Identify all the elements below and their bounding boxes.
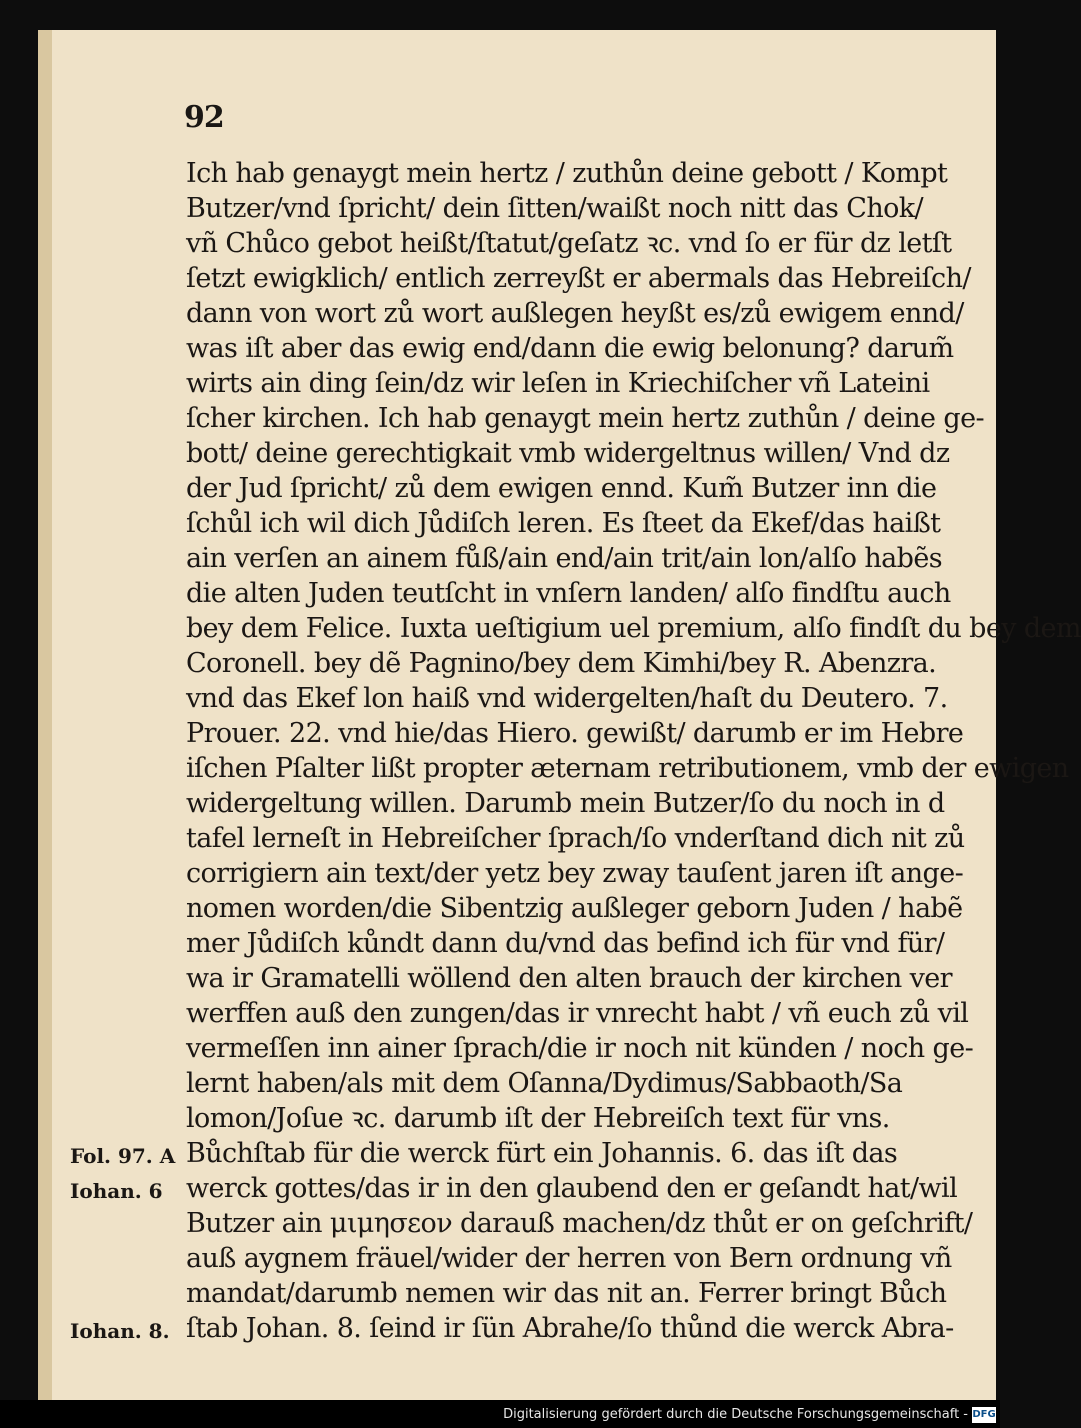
text-line: die alten Juden teutſcht in vnſern landen/ alſo findſtu auch bbox=[186, 578, 951, 609]
text-line: dann von wort zů wort außlegen heyßt es/zů ewigem ennd/ bbox=[186, 298, 964, 329]
text-line: bott/ deine gerechtigkait vmb widergeltnus willen/ Vnd dz bbox=[186, 438, 950, 469]
text-line: vermeſſen inn ainer ſprach/die ir noch nit künden / noch ge- bbox=[186, 1033, 974, 1064]
text-line: ſetzt ewigklich/ entlich zerreyßt er abermals das Hebreiſch/ bbox=[186, 263, 971, 294]
text-line: vnd das Ekef lon haiß vnd widergelten/haſt du Deutero. 7. bbox=[186, 683, 948, 714]
text-line: werck gottes/das ir in den glaubend den er geſandt hat/wil bbox=[186, 1173, 958, 1204]
text-line: mandat/darumb nemen wir das nit an. Ferrer bringt Bůch bbox=[186, 1278, 947, 1309]
text-line: Butzer ain μιμησεον darauß machen/dz thůt er on geſchrift/ bbox=[186, 1208, 973, 1239]
text-line: werffen auß den zungen/das ir vnrecht habt / vñ euch zů vil bbox=[186, 998, 969, 1029]
text-line: lernt haben/als mit dem Oſanna/Dydimus/Sabbaoth/Sa bbox=[186, 1068, 903, 1099]
text-line: iſchen Pſalter lißt propter æternam retributionem, vmb der ewigen bbox=[186, 753, 1069, 784]
text-line: Coronell. bey dẽ Pagnino/bey dem Kimhi/bey R. Abenzra. bbox=[186, 648, 937, 679]
text-line: ſchůl ich wil dich Jůdiſch leren. Es ſteet da Ekef/das haißt bbox=[186, 508, 941, 539]
text-line: auß aygnem fräuel/wider der herren von Bern ordnung vñ bbox=[186, 1243, 952, 1274]
text-line: wirts ain ding ſein/dz wir leſen in Kriechiſcher vñ Lateini bbox=[186, 368, 930, 399]
text-line: ſtab Johan. 8. ſeind ir ſün Abrahe/ſo thůnd die werck Abra- bbox=[186, 1313, 954, 1344]
text-line: wa ir Gramatelli wöllend den alten brauch der kirchen ver bbox=[186, 963, 952, 994]
text-line: was iſt aber das ewig end/dann die ewig belonung? darum̃ bbox=[186, 333, 954, 364]
text-line: Butzer/vnd ſpricht/ dein ſitten/waißt noch nitt das Chok/ bbox=[186, 193, 924, 224]
text-line: tafel lerneſt in Hebreiſcher ſprach/ſo vnderſtand dich nit zů bbox=[186, 823, 965, 854]
dfg-logo: DFG bbox=[972, 1407, 996, 1423]
margin-note-fol: Fol. 97. A bbox=[70, 1144, 176, 1168]
text-line: Bůchſtab für die werck fürt ein Johannis. 6. das iſt das bbox=[186, 1138, 898, 1169]
footer-bar bbox=[0, 1400, 1000, 1428]
page-number: 92 bbox=[184, 100, 224, 135]
text-line: Ich hab genaygt mein hertz / zuthůn deine gebott / Kompt bbox=[186, 158, 948, 189]
text-line: vñ Chůco gebot heißt/ſtatut/geſatz ꝛc. vnd ſo er für dz letſt bbox=[186, 228, 952, 259]
funding-credit: Digitalisierung gefördert durch die Deutsche Forschungsgemeinschaft - bbox=[503, 1407, 968, 1422]
text-line: Prouer. 22. vnd hie/das Hiero. gewißt/ darumb er im Hebre bbox=[186, 718, 964, 749]
text-line: der Jud ſpricht/ zů dem ewigen ennd. Kum̃ Butzer inn die bbox=[186, 473, 937, 504]
text-line: corrigiern ain text/der yetz bey zway tauſent jaren iſt ange- bbox=[186, 858, 964, 889]
margin-note-johan8: Iohan. 8. bbox=[70, 1319, 170, 1343]
text-line: widergeltung willen. Darumb mein Butzer/ſo du noch in d bbox=[186, 788, 945, 819]
text-line: ſcher kirchen. Ich hab genaygt mein hertz zuthůn / deine ge- bbox=[186, 403, 984, 434]
text-line: ain verſen an ainem fůß/ain end/ain trit/ain lon/alſo habẽs bbox=[186, 543, 942, 574]
text-line: nomen worden/die Sibentzig außleger geborn Juden / habẽ bbox=[186, 893, 963, 924]
text-line: lomon/Joſue ꝛc. darumb iſt der Hebreiſch text für vns. bbox=[186, 1103, 890, 1134]
margin-note-johan6: Iohan. 6 bbox=[70, 1179, 163, 1203]
text-line: mer Jůdiſch kůndt dann du/vnd das befind ich für vnd für/ bbox=[186, 928, 945, 959]
text-line: bey dem Felice. Iuxta ueſtigium uel premium, alſo findſt du bey dem bbox=[186, 613, 1081, 644]
